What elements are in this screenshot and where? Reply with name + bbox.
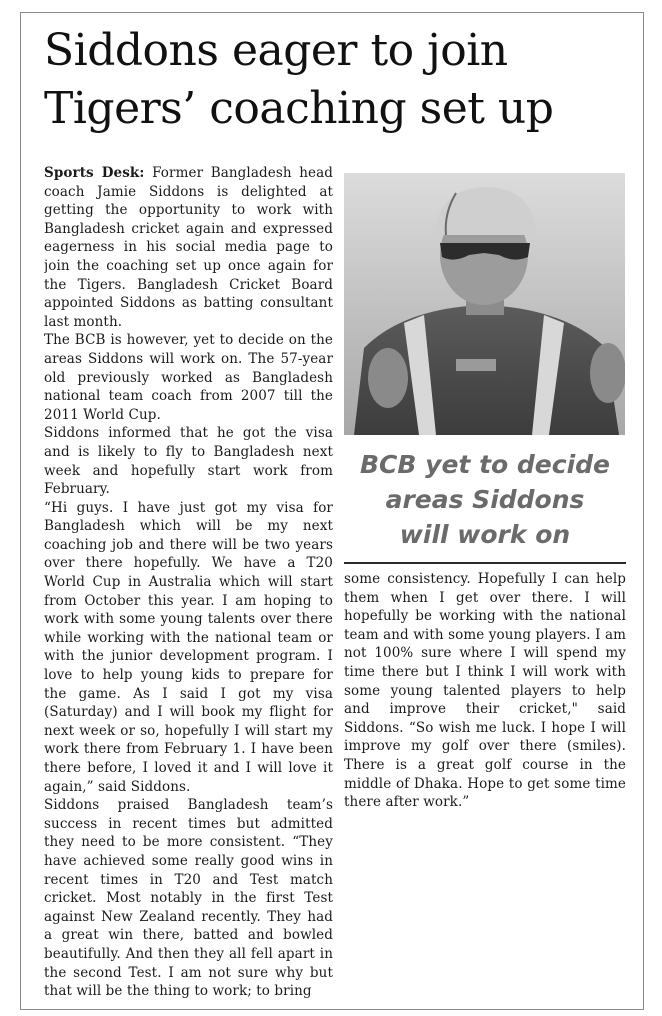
- pull-quote-line-1: BCB yet to decide: [360, 450, 610, 479]
- paragraph-2: The BCB is however, yet to decide on the areas Siddons will work on. The 57-year old previously worked as Bangladesh national team coach from 2007 till the 2011 World Cup.: [44, 332, 333, 423]
- headline-line-2: Tigers’ coaching set up: [44, 83, 554, 134]
- paragraph-5: Siddons praised Bangladesh team’s success in recent times but admitted they need to be more consistent. “They have achieved some really good wins in recent times in T20 and Test match cricket. Most notably in the first Test against New Zealand recently. They had a great win there, batted and bowled beautifully. And then they all fell apart in the second Test. I am not sure why but that will be the thing to work; to bring: [44, 797, 333, 1000]
- dateline: Sports Desk:: [44, 165, 145, 181]
- thumb-right: [590, 343, 625, 403]
- thumb-left: [368, 348, 408, 408]
- article-column-left: [44, 164, 333, 1004]
- paragraph-4: “Hi guys. I have just got my visa for Bangladesh which will be my next coaching job and there will be two years over there hopefully. We have a T20 World Cup in Australia which will start from October this year. I am hoping to work with some young talents over there while working with the national team or with the junior development program. I love to help young kids to prepare for the game. As I said I got my visa (Saturday) and I will book my flight for next week or so, hopefully I will start my work there from February 1. I have been there before, I loved it and I will love it again,” said Siddons.: [44, 499, 333, 795]
- headline-line-1: Siddons eager to join: [44, 25, 508, 76]
- siddons-photo: [344, 173, 625, 435]
- headline: [44, 22, 634, 138]
- pull-quote-line-3: will work on: [399, 520, 571, 549]
- intro-text: Former Bangladesh head coach Jamie Siddons is delighted at getting the opportunity to work with Bangladesh cricket again and expressed eagerness in his social media page to join the coaching set up once again for the Tigers. Bangladesh Cricket Board appointed Siddons as batting consultant last month.: [44, 165, 333, 330]
- photo-illustration: [344, 173, 625, 435]
- sponsor-logo: [456, 359, 496, 371]
- pull-quote: [346, 447, 624, 552]
- article-column-right: [344, 570, 626, 1000]
- paragraph-5-continued: some consistency. Hopefully I can help them when I get over there. I will hopefully be working with the national team and with some young players. I am not 100% sure where I will spend my time there but I think I will work with some young talented players to help and improve their cricket," said Siddons. “So wish me luck. I hope I will improve my golf over there (smiles). There is a great golf course in the middle of Dhaka. Hope to get some time there after work.”: [344, 571, 626, 811]
- paragraph-intro: [44, 164, 333, 331]
- column-divider-rule: [344, 562, 626, 564]
- paragraph-3: Siddons informed that he got the visa and is likely to fly to Bangladesh next week and hopefully start work from February.: [44, 425, 333, 498]
- pull-quote-line-2: areas Siddons: [385, 485, 585, 514]
